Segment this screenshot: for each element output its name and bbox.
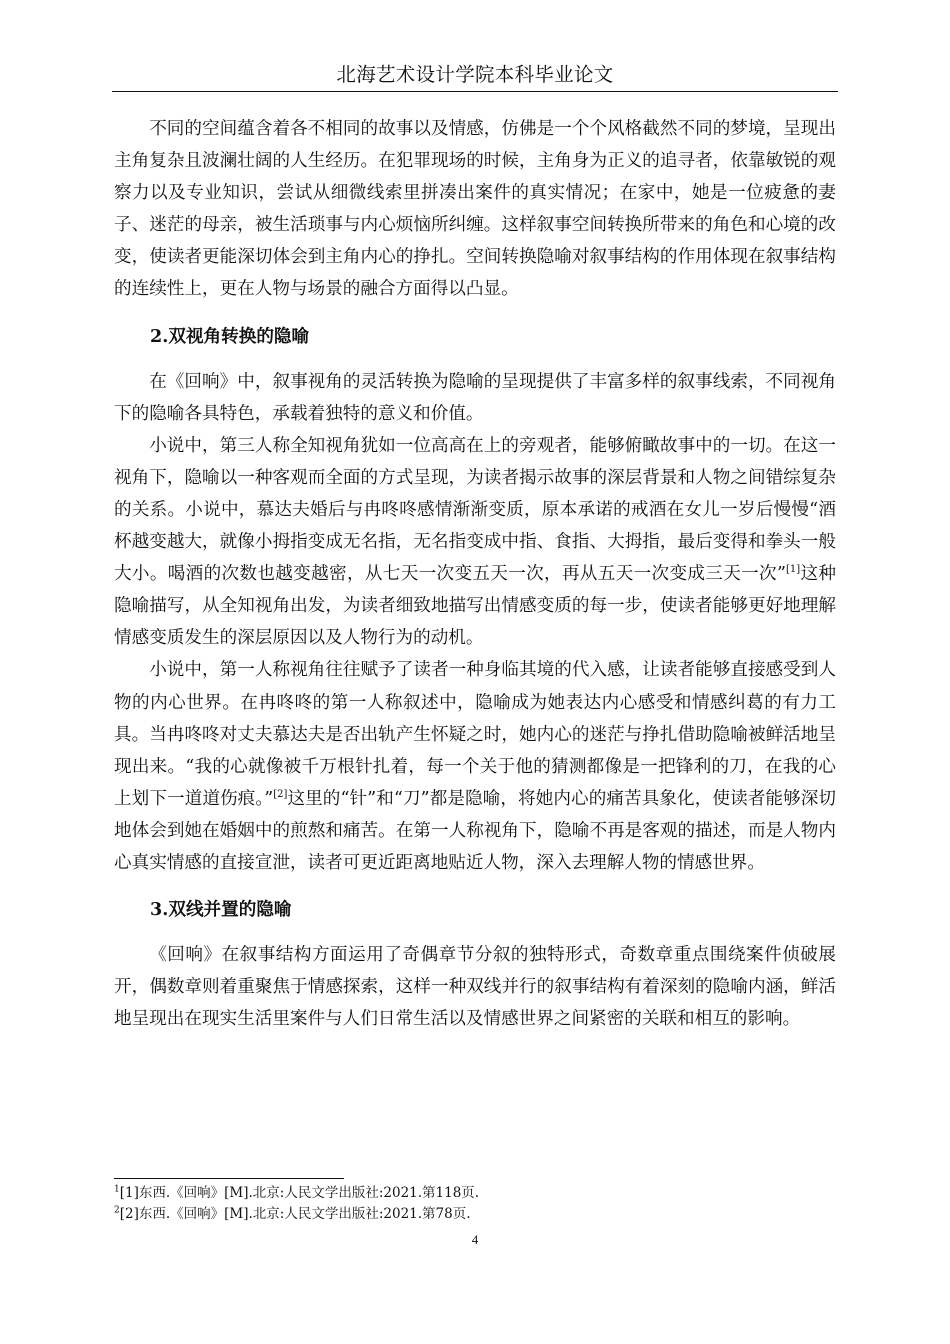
footnote-text: [2]东西.《回响》[M].北京:人民文学出版社:2021.第78页.: [119, 1206, 471, 1222]
footnote-mark: 1: [114, 1184, 120, 1195]
paragraph-third-person: [114, 430, 836, 655]
paragraph-text: 小说中，第一人称视角往往赋予了读者一种身临其境的代入感，让读者能够直接感受到人物的内心世界。在冉咚咚的第一人称叙述中，隐喻成为她表达内心感受和情感纠葛的有力工具。当冉咚咚对丈夫慕达夫是否出轨产生怀疑之时，她内心的迷茫与挣扎借助隐喻被鲜活地呈现出来。“我的心就像被千万根针扎着，每一个关于他的猜测都像是一把锋利的刀，在我的心上划下一道道伤痕。”: [114, 660, 836, 809]
body-text: [114, 113, 836, 1035]
paragraph-text: 这种隐喻描写，从全知视角出发，为读者细致地描写出情感变质的每一步，使读者能够更好地理解情感变质发生的深层原因以及人物行为的动机。: [114, 564, 836, 649]
paragraph-text: 小说中，第三人称全知视角犹如一位高高在上的旁观者，能够俯瞰故事中的一切。在这一视角下，隐喻以一种客观而全面的方式呈现，为读者揭示故事的深层背景和人物之间错综复杂的关系。小说中，慕达夫婚后与冉咚咚感情渐渐变质，原本承诺的戒酒在女儿一岁后慢慢“酒杯越变越大，就像小拇指变成无名指，无名指变成中指、食指、大拇指，最后变得和拳头一般大小。喝酒的次数也越变越密，从七天一次变五天一次，再从五天一次变成三天一次”: [114, 435, 836, 585]
section-heading-dual-perspective: 2.双视角转换的隐喻: [150, 325, 310, 347]
paragraph-space-transition: 不同的空间蕴含着各不相同的故事以及情感，仿佛是一个个风格截然不同的梦境，呈现出主角复杂且波澜壮阔的人生经历。在犯罪现场的时候，主角身为正义的追寻者，依靠敏锐的观察力以及专业知识，尝试从细微线索里拼凑出案件的真实情况；在家中，她是一位疲惫的妻子、迷茫的母亲，被生活琐事与内心烦恼所纠缠。这样叙事空间转换所带来的角色和心境的改变，使读者更能深切体会到主角内心的挣扎。空间转换隐喻对叙事结构的作用体现在叙事结构的连续性上，更在人物与场景的融合方面得以凸显。: [114, 119, 836, 300]
page-number: 4: [471, 1232, 479, 1247]
footnote-text: [1]东西.《回响》[M].北京:人民文学出版社:2021.第118页.: [119, 1185, 480, 1201]
citation-ref[interactable]: [1]: [785, 564, 801, 576]
header-rule: [112, 91, 838, 92]
paragraph-first-person: [114, 654, 836, 879]
footnote-rule: [114, 1178, 344, 1179]
section-heading-dual-line: 3.双线并置的隐喻: [150, 899, 292, 921]
footnote-item: [114, 1204, 834, 1225]
paragraph-text: 这里的“针”和“刀”都是隐喻，将她内心的痛苦具象化，使读者能够深切地体会到她在婚姻中的煎熬和痛苦。在第一人称视角下，隐喻不再是客观的描述，而是人物内心真实情感的直接宣泄，读者可更近距离地贴近人物，深入去理解人物的情感世界。: [114, 788, 836, 873]
paragraph-dual-line: 《回响》在叙事结构方面运用了奇偶章节分叙的独特形式，奇数章重点围绕案件侦破展开，偶数章则着重聚焦于情感探索，这样一种双线并行的叙事结构有着深刻的隐喻内涵，鲜活地呈现出在现实生活里案件与人们日常生活以及情感世界之间紧密的关联和相互的影响。: [114, 945, 836, 1030]
footnote-item: [114, 1183, 834, 1204]
paragraph-perspective-intro: 在《回响》中，叙事视角的灵活转换为隐喻的呈现提供了丰富多样的叙事线索，不同视角下的隐喻各具特色，承载着独特的意义和价值。: [114, 371, 836, 424]
footnotes: [114, 1183, 834, 1225]
citation-ref[interactable]: [2]: [273, 788, 288, 800]
page-header-title: 北海艺术设计学院本科毕业论文: [336, 63, 614, 86]
footnote-mark: 2: [114, 1205, 120, 1216]
